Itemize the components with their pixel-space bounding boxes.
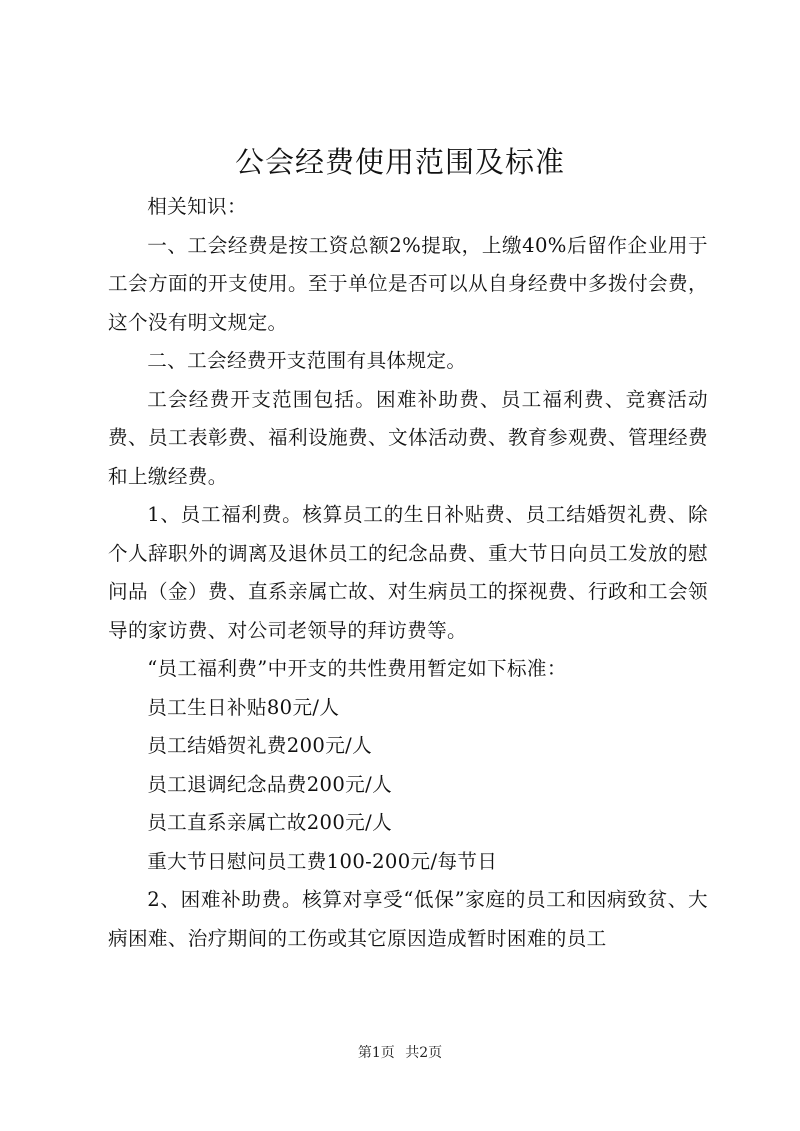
paragraph: 1、员工福利费。核算员工的生日补贴费、员工结婚贺礼费、除个人辞职外的调离及退休员工的纪念品费、重大节日向员工发放的慰问品（金）费、直系亲属亡故、对生病员工的探视费、行政和工会领导的家访费、对公司老领导的拜访费等。	[108, 503, 708, 642]
page-number: 第1页	[357, 1045, 395, 1061]
standard-item: 重大节日慰问员工费100-200元/每节日	[147, 849, 498, 873]
standard-item: 员工直系亲属亡故200元/人	[147, 811, 393, 834]
page-footer	[0, 1044, 800, 1062]
standard-item: 员工结婚贺礼费200元/人	[147, 734, 373, 757]
paragraph: 工会经费开支范围包括。困难补助费、员工福利费、竞赛活动费、员工表彰费、福利设施费、文体活动费、教育参观费、管理经费和上缴经费。	[108, 387, 708, 488]
paragraph: 二、工会经费开支范围有具体规定。	[147, 349, 467, 372]
standard-item: 员工退调纪念品费200元/人	[147, 772, 393, 796]
paragraph: 相关知识：	[147, 195, 247, 218]
standard-item: 员工生日补贴80元/人	[147, 695, 340, 719]
paragraph: 一、工会经费是按工资总额2%提取，上缴40%后留作企业用于工会方面的开支使用。至于单位是否可以从自身经费中多拨付会费，这个没有明文规定。	[108, 233, 708, 334]
document-body	[108, 188, 708, 958]
page-total: 共2页	[405, 1045, 443, 1061]
paragraph: 2、困难补助费。核算对享受“低保”家庭的员工和因病致贫、大病困难、治疗期间的工伤或其它原因造成暂时困难的员工	[108, 888, 708, 950]
document-title: 公会经费使用范围及标准	[234, 145, 565, 179]
paragraph: “员工福利费”中开支的共性费用暂定如下标准：	[147, 657, 567, 680]
